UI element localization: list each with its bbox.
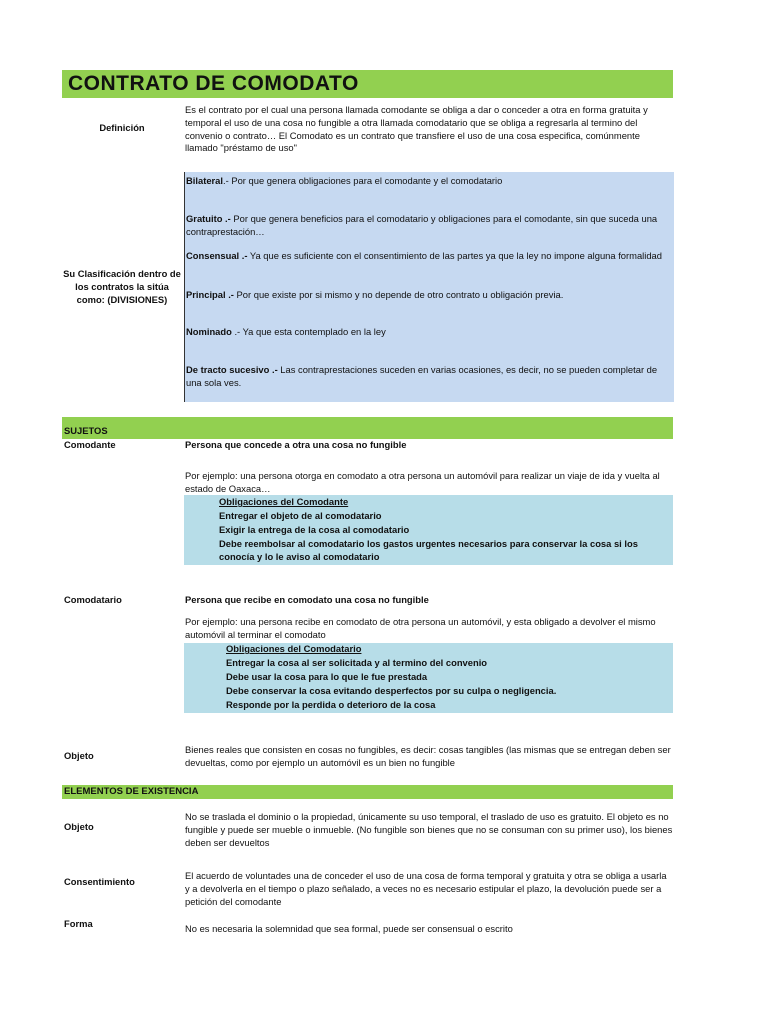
- clasificacion-item-tracto-sucesivo: [186, 364, 670, 390]
- comodante-obligacion: Exigir la entrega de la cosa al comodatario: [219, 524, 410, 535]
- comodatario-ejemplo: Por ejemplo: una persona recibe en comodato de otra persona un automóvil, y esta obligado a devolver el mismo automóvil al terminar el comodato: [185, 616, 656, 640]
- sujetos-objeto-text: Bienes reales que consisten en cosas no fungibles, es decir: cosas tangibles (las mismas que se entregan deben ser devueltas, como por ejemplo un automóvil es un bien no fungible: [185, 744, 671, 768]
- clasificacion-item-principal: [186, 289, 670, 302]
- comodante-obligacion: Entregar el objeto de al comodatario: [219, 510, 382, 521]
- comodatario-label: Comodatario: [64, 594, 122, 605]
- comodatario-obligacion: Debe conservar la cosa evitando desperfectos por su culpa o negligencia.: [226, 685, 557, 696]
- comodatario-obligacion: Debe usar la cosa para lo que le fue prestada: [226, 671, 428, 682]
- comodatario-obligacion: Entregar la cosa al ser solicitada y al termino del convenio: [226, 657, 488, 668]
- forma-text: No es necesaria la solemnidad que sea formal, puede ser consensual o escrito: [185, 923, 513, 934]
- definicion-text: Es el contrato por el cual una persona llamada comodante se obliga a dar o conceder a otra en forma gratuita y temporal el uso de una cosa no fungible a otra llamada comodatario que se obliga a regresarla al termino del convenio o contrato… El Comodato es un contrato que transfiere el uso de una cosa especifica, comúnmente llamado "préstamo de uso": [185, 104, 648, 154]
- term-label: Principal .-: [186, 289, 234, 300]
- definicion-label: Definición: [99, 122, 145, 133]
- comodante-ejemplo: Por ejemplo: una persona otorga en comodato a otra persona un automóvil para realizar un viaje de ida y vuelta al estado de Oaxaca…: [185, 470, 660, 494]
- forma-label: Forma: [64, 918, 93, 929]
- comodatario-obligaciones-title: Obligaciones del Comodatario: [226, 643, 362, 654]
- comodatario-def: Persona que recibe en comodato una cosa no fungible: [185, 594, 429, 605]
- clasificacion-item-nominado: [186, 326, 670, 339]
- comodante-label: Comodante: [64, 439, 116, 450]
- sujetos-header-bar: [62, 417, 673, 439]
- clasificacion-item-consensual: [186, 250, 670, 263]
- term-desc: .- Por que genera obligaciones para el comodante y el comodatario: [223, 175, 503, 186]
- elementos-header: ELEMENTOS DE EXISTENCIA: [62, 785, 673, 799]
- term-desc: Por que genera beneficios para el comodatario y obligaciones para el comodante, sin que suceda una contraprestación…: [186, 213, 658, 237]
- term-desc: Las contraprestaciones suceden en varias ocasiones, es decir, no se pueden completar de una sola ves.: [186, 364, 658, 388]
- term-label: Nominado: [186, 326, 232, 337]
- consentimiento-label: Consentimiento: [64, 876, 135, 887]
- elementos-objeto-text: No se traslada el dominio o la propiedad, únicamente su uso temporal, el traslado de uso es gratuito. El objeto es no fungible y puede ser mueble o inmueble. (No fungible son bienes que no se consuman con su primer uso), los bienes deben ser devueltos: [185, 811, 673, 848]
- term-label: Gratuito .-: [186, 213, 231, 224]
- sujetos-objeto-label: Objeto: [64, 750, 94, 761]
- term-desc: Ya que es suficiente con el consentimiento de las partes ya que la ley no impone alguna formalidad: [247, 250, 662, 261]
- comodante-def: Persona que concede a otra una cosa no fungible: [185, 439, 407, 450]
- sujetos-header: SUJETOS: [64, 425, 108, 436]
- comodatario-obligacion: Responde por la perdida o deterioro de la cosa: [226, 699, 436, 710]
- comodante-obligaciones-title: Obligaciones del Comodante: [219, 496, 349, 507]
- elementos-objeto-label: Objeto: [64, 821, 94, 832]
- comodante-obligacion: Debe reembolsar al comodatario los gastos urgentes necesarios para conservar la cosa si los conocía y lo le aviso al comodatario: [219, 538, 638, 562]
- clasificacion-item-bilateral: [186, 175, 670, 188]
- clasificacion-label: Su Clasificación dentro de los contratos la sitúa como: (DIVISIONES): [63, 268, 181, 305]
- term-label: Consensual .-: [186, 250, 248, 261]
- clasificacion-item-gratuito: [186, 213, 670, 239]
- term-desc: Por que existe por si mismo y no depende de otro contrato u obligación previa.: [233, 289, 564, 300]
- term-desc: .- Ya que esta contemplado en la ley: [231, 326, 386, 337]
- consentimiento-text: El acuerdo de voluntades una de conceder el uso de una cosa de forma temporal y gratuita y otra se obliga a usarla y a devolverla en el tiempo o plazo señalado, a veces no es necesario estipular el plazo, la devolución puede ser a petición del comodante: [185, 870, 667, 907]
- page-title: CONTRATO DE COMODATO: [62, 70, 673, 98]
- term-label: Bilateral: [186, 175, 223, 186]
- term-label: De tracto sucesivo .-: [186, 364, 278, 375]
